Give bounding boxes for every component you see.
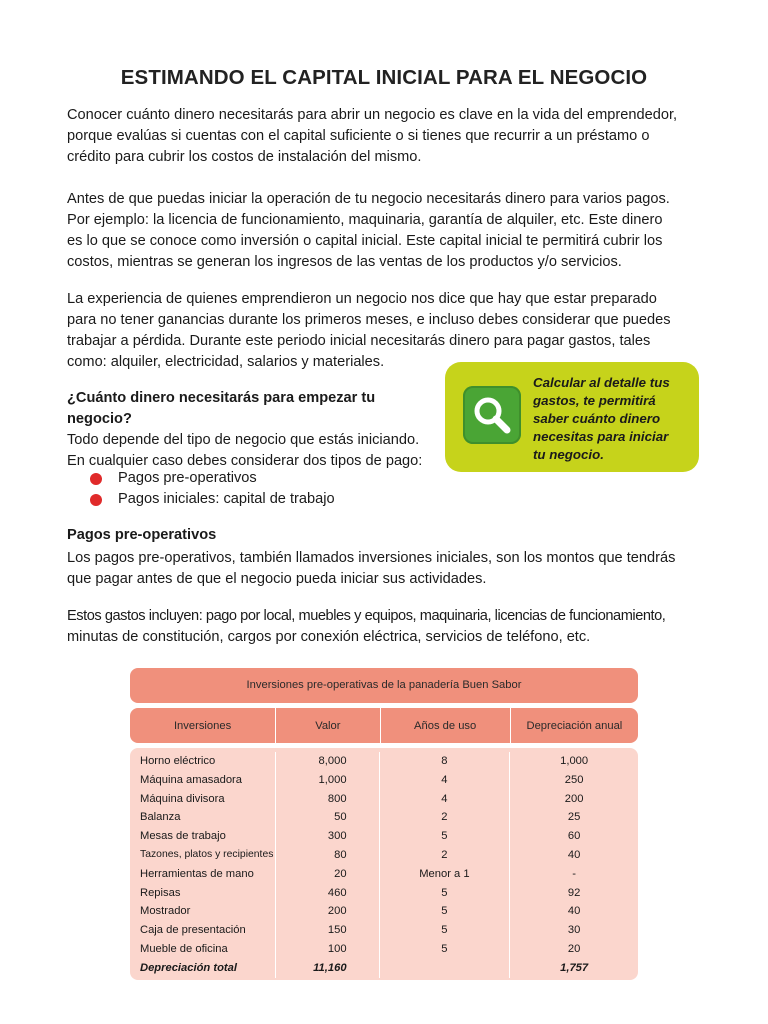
- table-row: [130, 808, 638, 827]
- table-cell: [380, 959, 511, 978]
- paragraph-line: Todo depende del tipo de negocio que estás iniciando.: [67, 432, 420, 448]
- paragraph-line: minutas de constitución, cargos por conexión eléctrica, servicios de teléfono, etc.: [67, 629, 591, 645]
- table-cell: 200: [276, 902, 380, 921]
- table-cell: Menor a 1: [380, 865, 511, 884]
- table-cell: 40: [567, 848, 581, 861]
- table-cell: 20: [567, 942, 581, 955]
- list-item-label: Pagos iniciales: capital de trabajo: [118, 491, 335, 507]
- table-row: [130, 827, 638, 846]
- table-cell: 100: [276, 940, 380, 959]
- table-cell: Depreciación total: [130, 959, 276, 978]
- column-header: Depreciación anual: [526, 719, 623, 732]
- table-cell: 4: [380, 771, 511, 790]
- table-cell: 460: [276, 884, 380, 903]
- list-item-label: Pagos pre-operativos: [118, 470, 257, 486]
- list-item: [90, 468, 335, 489]
- table-row: [130, 865, 638, 884]
- table-row: [130, 771, 638, 790]
- table-cell: Caja de presentación: [130, 921, 276, 940]
- table-cell: Mesas de trabajo: [130, 827, 276, 846]
- table-cell: 800: [276, 790, 380, 809]
- table-cell: Horno eléctrico: [130, 752, 276, 771]
- table-cell: Balanza: [130, 808, 276, 827]
- tip-line: tu negocio.: [533, 447, 604, 462]
- table-cell: Herramientas de mano: [130, 865, 276, 884]
- table-cell: -: [572, 867, 576, 880]
- table-cell: 40: [567, 905, 581, 918]
- column-header: Años de uso: [381, 708, 511, 743]
- tip-text: [533, 374, 695, 464]
- table-caption: Inversiones pre-operativas de la panadería Buen Sabor: [130, 668, 638, 703]
- table-cell: 1,000: [560, 755, 589, 767]
- table-cell: 1,757: [560, 961, 589, 974]
- paragraph-line: trabajar a pérdida. Durante este periodo inicial necesitarás dinero para pagar gastos, tales: [67, 333, 651, 349]
- tip-line: gastos, te permitirá: [533, 393, 656, 408]
- table-cell: 30: [567, 924, 581, 937]
- magnifier-icon: [463, 386, 521, 444]
- paragraph-line: Conocer cuánto dinero necesitarás para abrir un negocio es clave en la vida del emprendedor,: [67, 107, 678, 123]
- table-row: [130, 884, 638, 903]
- list-item: [90, 489, 335, 510]
- table-cell: 8,000: [276, 752, 380, 771]
- table-cell: 150: [276, 921, 380, 940]
- table-cell: 200: [564, 792, 584, 805]
- table-row: [130, 752, 638, 771]
- paragraph-line: que pagar antes de que el negocio pueda iniciar sus actividades.: [67, 571, 487, 587]
- column-header: Valor: [276, 708, 380, 743]
- table-cell: 5: [380, 884, 511, 903]
- table-total-row: [130, 959, 638, 978]
- table-cell: 5: [380, 902, 511, 921]
- page-title: ESTIMANDO EL CAPITAL INICIAL PARA EL NEGOCIO: [120, 66, 648, 89]
- table-cell: 11,160: [276, 959, 380, 978]
- bullet-dot-icon: [90, 473, 102, 485]
- paragraph-line: porque evalúas si cuentas con el capital suficiente o si tienes que recurrir a un préstamo o: [67, 128, 650, 144]
- paragraph-line: crédito para cubrir los costos de instalación del mismo.: [67, 149, 422, 165]
- table-cell: 92: [567, 886, 581, 899]
- table-cell: 20: [276, 865, 380, 884]
- paragraph-experience: [67, 289, 701, 373]
- tip-line: necesitas para iniciar: [533, 429, 669, 444]
- paragraph-line: Los pagos pre-operativos, también llamados inversiones iniciales, son los montos que tendrás: [67, 550, 676, 566]
- paragraph-line: Antes de que puedas iniciar la operación de tu negocio necesitarás dinero para varios pagos.: [67, 191, 670, 207]
- table-cell: 2: [380, 808, 511, 827]
- table-cell: 1,000: [276, 771, 380, 790]
- paragraph-expenses: [67, 606, 701, 648]
- tip-callout: [445, 362, 699, 472]
- table-cell: 250: [564, 773, 584, 786]
- investments-table: [130, 668, 638, 980]
- table-body: [130, 748, 638, 980]
- table-row: [130, 921, 638, 940]
- tip-line: Calcular al detalle tus: [533, 375, 670, 390]
- paragraph-line: Estos gastos incluyen: pago por local, muebles y equipos, maquinaria, licencias de funcionamiento,: [67, 608, 666, 624]
- paragraph-line: costos, mientras se generan los ingresos de las ventas de los productos y/o servicios.: [67, 254, 622, 270]
- table-row: [130, 790, 638, 809]
- paragraph-line: para no tener ganancias durante los primeros meses, e incluso debes considerar que puedes: [67, 312, 671, 328]
- table-cell: Mostrador: [130, 902, 276, 921]
- paragraph-line: La experiencia de quienes emprendieron un negocio nos dice que hay que estar preparado: [67, 291, 657, 307]
- table-cell: 5: [380, 921, 511, 940]
- table-cell: 80: [276, 846, 380, 865]
- table-cell: Mueble de oficina: [130, 940, 276, 959]
- bullet-dot-icon: [90, 494, 102, 506]
- table-cell: Repisas: [130, 884, 276, 903]
- table-cell: 8: [380, 752, 511, 771]
- table-cell: 5: [380, 940, 511, 959]
- column-header: Inversiones: [130, 708, 276, 743]
- question-heading: ¿Cuánto dinero necesitarás para empezar tu negocio?: [67, 390, 376, 427]
- tip-line: saber cuánto dinero: [533, 411, 661, 426]
- table-cell: 2: [380, 846, 511, 865]
- table-cell: Máquina divisora: [130, 790, 276, 809]
- table-cell: Máquina amasadora: [130, 771, 276, 790]
- section-heading: Pagos pre-operativos: [67, 527, 217, 543]
- table-row: [130, 902, 638, 921]
- paragraph-capital: [67, 189, 701, 273]
- table-cell: Tazones, platos y recipientes: [130, 846, 276, 865]
- table-header: [130, 708, 638, 743]
- table-cell: 5: [380, 827, 511, 846]
- table-cell: 60: [567, 830, 581, 843]
- table-row: [130, 846, 638, 865]
- paragraph-line: En cualquier caso debes considerar dos tipos de pago:: [67, 453, 423, 469]
- paragraph-line: Por ejemplo: la licencia de funcionamiento, maquinaria, garantía de alquiler, etc. Este dinero: [67, 212, 663, 228]
- paragraph-line: como: alquiler, electricidad, salarios y materiales.: [67, 354, 385, 370]
- paragraph-preoperative: [67, 548, 701, 590]
- table-cell: 50: [276, 808, 380, 827]
- paragraph-line: es lo que se conoce como inversión o capital inicial. Este capital inicial te permitirá cubrir los: [67, 233, 663, 249]
- paragraph-intro: [67, 105, 701, 168]
- table-row: [130, 940, 638, 959]
- question-block: [67, 388, 437, 472]
- table-cell: 300: [276, 827, 380, 846]
- table-cell: 4: [380, 790, 511, 809]
- table-cell: 25: [567, 811, 581, 824]
- payment-types-list: [90, 468, 335, 510]
